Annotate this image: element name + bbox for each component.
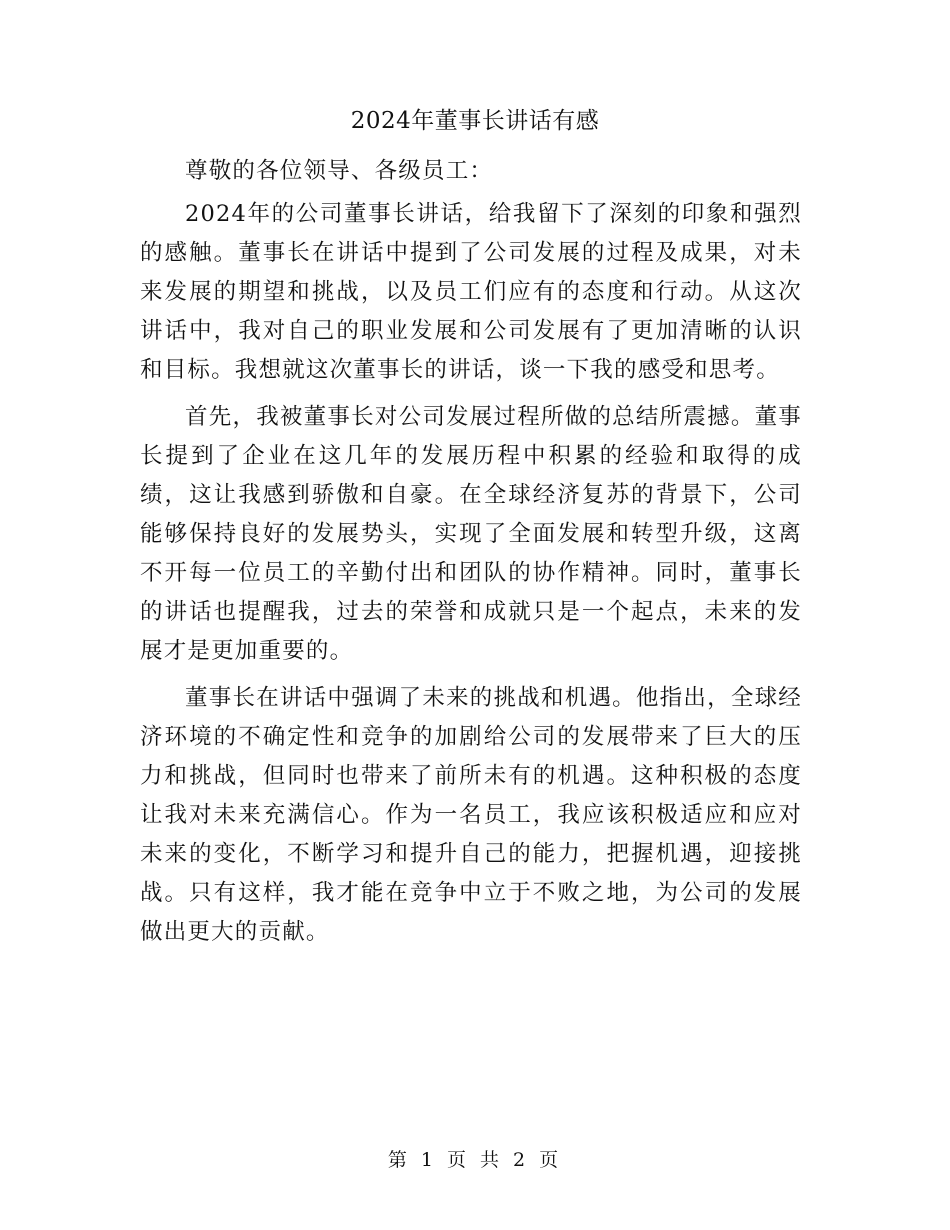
salutation: 尊敬的各位领导、各级员工： <box>185 158 494 184</box>
page-footer: 第 1 页 共 2 页 <box>387 1149 563 1171</box>
document-body <box>140 152 802 960</box>
document-title: 2024年董事长讲话有感 <box>350 108 600 134</box>
paragraph-2: 首先，我被董事长对公司发展过程所做的总结所震撼。董事长提到了企业在这几年的发展历程中积累的经验和取得的成绩，这让我感到骄傲和自豪。在全球经济复苏的背景下，公司能够保持良好的发展势头，实现了全面发展和转型升级，这离不开每一位员工的辛勤付出和团队的协作精神。同时，董事长的讲话也提醒我，过去的荣誉和成就只是一个起点，未来的发展才是更加重要的。 <box>140 404 802 664</box>
paragraph-3: 董事长在讲话中强调了未来的挑战和机遇。他指出，全球经济环境的不确定性和竞争的加剧给公司的发展带来了巨大的压力和挑战，但同时也带来了前所未有的机遇。这种积极的态度让我对未来充满信心。作为一名员工，我应该积极适应和应对未来的变化，不断学习和提升自己的能力，把握机遇，迎接挑战。只有这样，我才能在竞争中立于不败之地，为公司的发展做出更大的贡献。 <box>140 685 802 945</box>
paragraph-1: 2024年的公司董事长讲话，给我留下了深刻的印象和强烈的感触。董事长在讲话中提到了公司发展的过程及成果，对未来发展的期望和挑战，以及员工们应有的态度和行动。从这次讲话中，我对自己的职业发展和公司发展有了更加清晰的认识和目标。我想就这次董事长的讲话，谈一下我的感受和思考。 <box>140 201 802 383</box>
